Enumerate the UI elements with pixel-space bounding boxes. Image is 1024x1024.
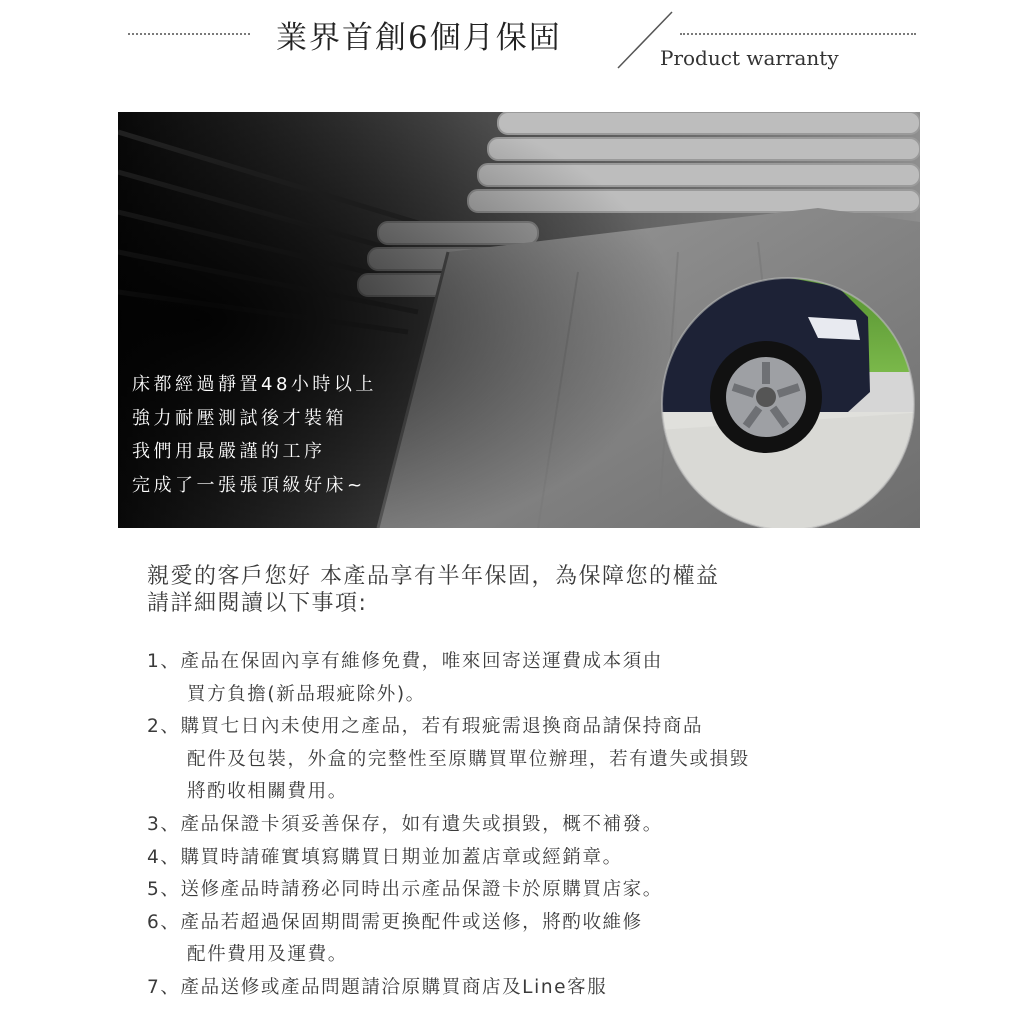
list-item [147, 874, 750, 907]
banner-caption-line: 強力耐壓測試後才裝箱 [132, 407, 347, 429]
list-item-text: 4、購買時請確實填寫購買日期並加蓋店章或經銷章。 [147, 846, 623, 868]
intro-text [147, 563, 720, 617]
list-item-text: 2、購買七日內未使用之產品，若有瑕疵需退換商品請保持商品 [147, 716, 704, 738]
header-dotted-line-left [128, 33, 250, 35]
intro-line: 親愛的客戶您好 本產品享有半年保固，為保障您的權益 [147, 564, 720, 589]
intro-line: 請詳細閱讀以下事項: [147, 591, 368, 616]
list-item-text: 1、產品在保固內享有維修免費，唯來回寄送運費成本須由 [147, 651, 663, 672]
list-item-text: 3、產品保證卡須妥善保存，如有遺失或損毀，概不補發。 [147, 813, 663, 835]
warranty-terms-list [147, 646, 750, 1005]
page-title: 業界首創6個月保固 [276, 20, 562, 56]
list-item [147, 972, 750, 1005]
list-item [147, 907, 750, 972]
warranty-banner [118, 112, 920, 528]
list-item-continuation: 配件及包裝，外盒的完整性至原購買單位辦理，若有遺失或損毀 [187, 748, 750, 770]
list-item [147, 711, 750, 809]
banner-caption [132, 368, 377, 502]
list-item-continuation: 買方負擔(新品瑕疵除外)。 [187, 683, 426, 705]
page-subtitle: Product warranty [660, 46, 839, 70]
list-item-text: 5、送修產品時請務必同時出示產品保證卡於原購買店家。 [147, 879, 663, 901]
list-item-continuation: 配件費用及運費。 [187, 944, 348, 966]
list-item-text: 6、產品若超過保固期間需更換配件或送修，將酌收維修 [147, 911, 643, 933]
banner-caption-line: 完成了一張張頂級好床~ [132, 474, 366, 496]
list-item-continuation: 將酌收相關費用。 [187, 781, 348, 803]
banner-caption-line: 我們用最嚴謹的工序 [132, 441, 326, 462]
list-item [147, 809, 750, 842]
banner-caption-line: 床都經過靜置48小時以上 [132, 374, 377, 395]
list-item-text: 7、產品送修或產品問題請洽原購買商店及Line客服 [147, 976, 608, 998]
header-dotted-line-right [680, 33, 916, 35]
list-item [147, 842, 750, 875]
list-item [147, 646, 750, 711]
